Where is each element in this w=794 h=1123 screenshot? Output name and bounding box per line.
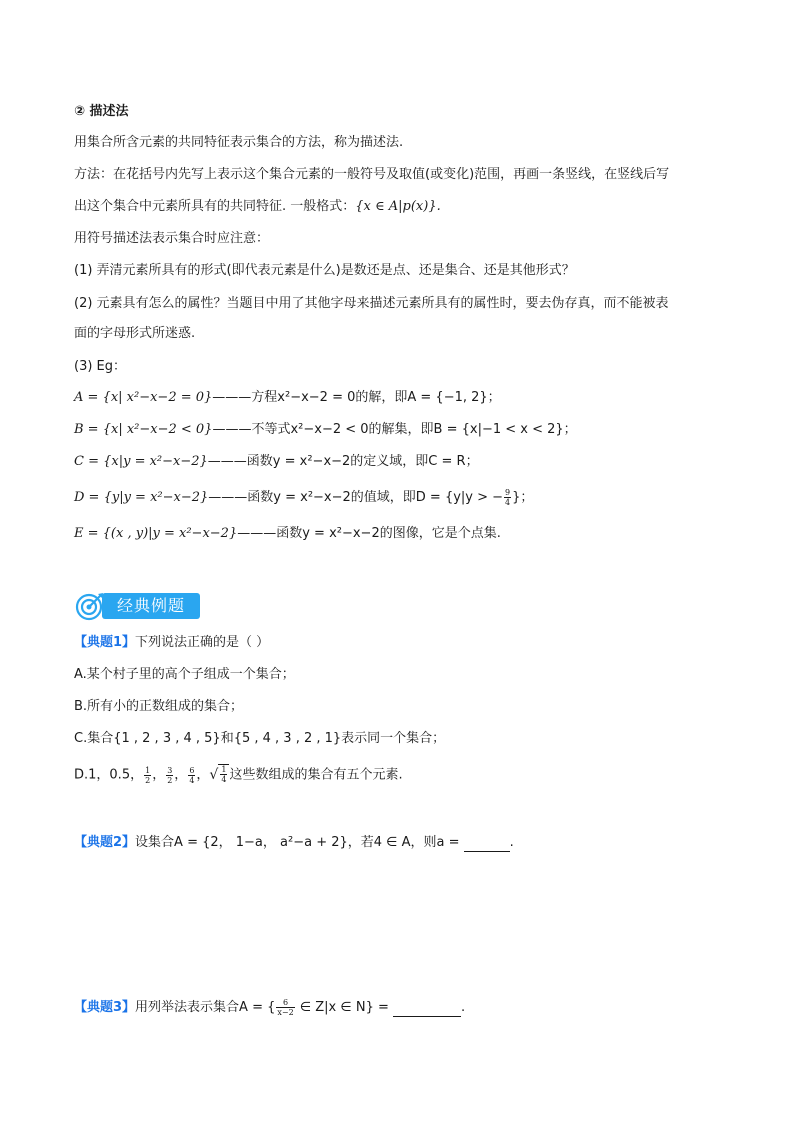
- option-a: A.某个村子里的高个子组成一个集合；: [74, 667, 295, 682]
- example-dash: ———: [207, 454, 247, 469]
- method-line-1: 方法：在花括号内先写上表示这个集合元素的一般符号及取值(或变化)范围，再画一条竖线，在竖线后写: [74, 167, 670, 182]
- option-d-suffix: 这些数组成的集合有五个元素.: [229, 767, 403, 783]
- notes-title: 用符号描述法表示集合时应注意：: [74, 231, 270, 246]
- problem-2-tag: 【典题2】: [74, 835, 136, 850]
- fraction: [166, 766, 173, 785]
- option-c: C.集合{1 , 2 , 3 , 4 , 5}和{5 , 4 , 3 , 2 , 1}表示同一个集合；: [74, 731, 446, 746]
- example-desc: 函数y = x²−x−2的值域，即D = {y|y > −: [247, 490, 504, 505]
- problem-3-question-rest: ∈ Z|x ∈ N} =: [295, 1000, 393, 1015]
- problem-3-end: .: [461, 1000, 466, 1015]
- section-heading: ② 描述法: [74, 104, 129, 119]
- problem-2-stem: [74, 834, 514, 852]
- example-set: B = {x| x²−x−2 < 0}: [74, 422, 213, 437]
- problem-1-tag: 【典题1】: [74, 635, 136, 650]
- example-dash: ———: [212, 390, 252, 405]
- example-set: A = {x| x²−x−2 = 0}: [74, 390, 213, 405]
- fraction: [220, 765, 227, 784]
- fraction-numerator: 3: [167, 765, 173, 775]
- fraction-denominator: 4: [505, 498, 511, 507]
- method-line-2: [74, 198, 441, 216]
- fraction-numerator: 6: [276, 998, 294, 1008]
- example-desc: 函数y = x²−x−2的定义域，即C = R；: [246, 454, 479, 469]
- option-d-prefix: D.1，0.5，: [74, 767, 144, 783]
- square-root: √ $\frac{1}{4}$: [209, 767, 229, 783]
- fraction: [504, 488, 511, 507]
- fraction-denominator: 4: [221, 775, 227, 784]
- note-2-line-1: (2) 元素具有怎么的属性？当题目中用了其他字母来描述元素所具有的属性时，要去伪存真，而不能被表: [74, 296, 669, 311]
- problem-3-question: 用列举法表示集合A = {: [135, 1000, 276, 1015]
- fraction-denominator: 4: [189, 775, 195, 785]
- fraction-numerator: 6: [189, 765, 195, 775]
- fraction: [144, 766, 151, 785]
- option-b: B.所有小的正数组成的集合；: [74, 699, 244, 714]
- fraction-numerator: 1: [145, 765, 151, 775]
- problem-1-question: 下列说法正确的是（ ）: [135, 635, 270, 650]
- problem-2-end: .: [509, 835, 514, 850]
- answer-blank: [393, 1002, 461, 1017]
- example-dash: ———: [208, 490, 248, 505]
- note-2-line-2: 面的字母形式所迷惑.: [74, 326, 196, 341]
- fraction: [188, 766, 195, 785]
- example-set: C = {x|y = x²−x−2}: [74, 454, 208, 469]
- definition-text: 用集合所含元素的共同特征表示集合的方法，称为描述法.: [74, 135, 404, 150]
- example-row: [74, 525, 501, 543]
- example-set: D = {y|y = x²−x−2}: [74, 490, 209, 505]
- note-1: (1) 弄清元素所具有的形式(即代表元素是什么)是数还是点、还是集合、还是其他形式？: [74, 263, 575, 278]
- banner-label: 经典例题: [102, 593, 200, 619]
- example-desc: 函数y = x²−x−2的图像，它是个点集.: [276, 526, 501, 541]
- classic-examples-banner: [74, 590, 204, 622]
- method-line-2-text: 出这个集合中元素所具有的共同特征. 一般格式：: [74, 199, 356, 214]
- fraction: [276, 998, 294, 1017]
- example-row: [74, 453, 479, 471]
- fraction-numerator: 9: [505, 488, 511, 497]
- fraction-denominator: x−2: [277, 1008, 294, 1017]
- option-d: D.1，0.5， $\frac{1}{2}$ ， $\frac{3}{2}$ ， $\frac{6}{4}$ ，√ $\frac{1}{4}$ 这些数组成的集合有五个元素.: [74, 765, 403, 785]
- fraction-denominator: 2: [167, 775, 173, 785]
- problem-3-tag: 【典题3】: [74, 1000, 136, 1015]
- example-row: [74, 389, 501, 407]
- answer-blank: [464, 837, 510, 852]
- problem-2-question: 设集合A = {2， 1−a， a²−a + 2}，若4 ∈ A，则a =: [135, 835, 464, 850]
- fraction-denominator: 2: [145, 775, 151, 785]
- example-dash: ———: [212, 422, 252, 437]
- example-desc: 方程x²−x−2 = 0的解，即A = {−1, 2}；: [251, 390, 501, 405]
- note-3: (3) Eg：: [74, 359, 127, 374]
- problem-1-stem: [74, 634, 269, 652]
- example-row: [74, 421, 577, 439]
- general-format-formula: {x ∈ A|p(x)}.: [355, 199, 441, 214]
- example-row: [74, 488, 533, 507]
- fraction-numerator: 1: [221, 765, 227, 774]
- problem-3-stem: [74, 998, 465, 1017]
- example-set: E = {(x , y)|y = x²−x−2}: [74, 526, 238, 541]
- example-dash: ———: [237, 526, 277, 541]
- example-desc-end: }；: [512, 490, 534, 505]
- example-desc: 不等式x²−x−2 < 0的解集，即B = {x|−1 < x < 2}；: [251, 422, 577, 437]
